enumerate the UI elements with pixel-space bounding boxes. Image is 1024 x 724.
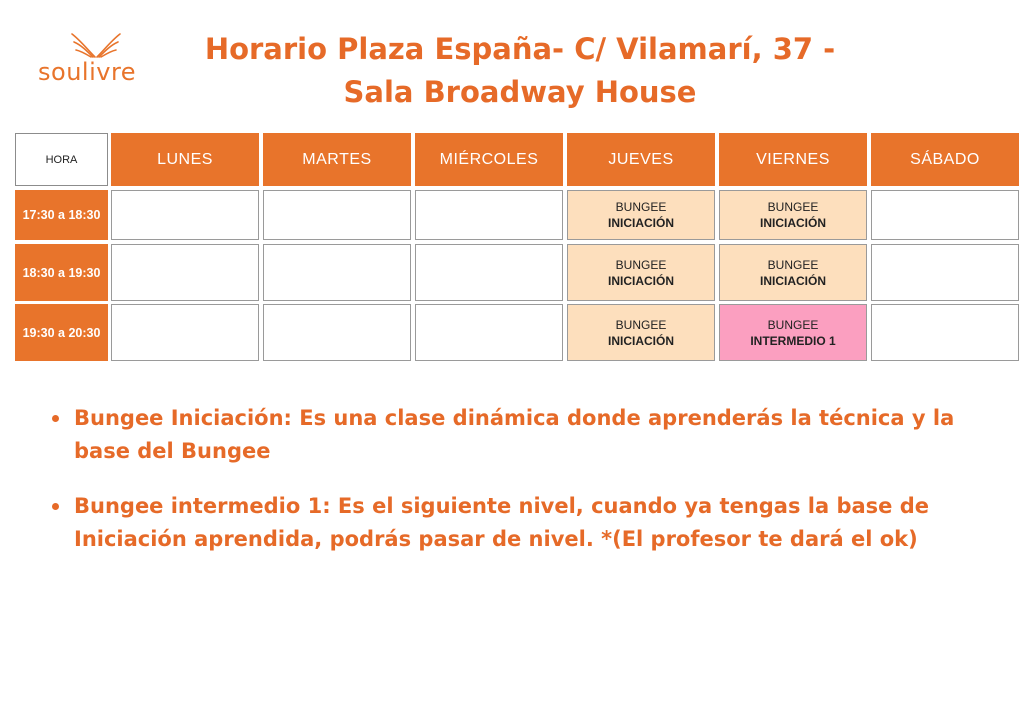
note-iniciacion <box>50 402 980 468</box>
page-title <box>160 28 880 114</box>
empty-slot <box>871 304 1019 361</box>
day-header <box>263 133 411 186</box>
class-level: INICIACIÓN <box>760 216 826 230</box>
day-label: SÁBADO <box>910 150 980 168</box>
day-label: MARTES <box>302 150 372 168</box>
note-text: Bungee intermedio 1: Es el siguiente nivel, cuando ya tengas la base de Iniciación aprendida, podrás pasar de nivel. *(El profesor te dará el ok) <box>74 494 929 551</box>
empty-slot <box>263 190 411 240</box>
class-slot <box>567 190 715 240</box>
bullet-icon <box>52 503 59 510</box>
class-slot <box>567 244 715 301</box>
class-level: INICIACIÓN <box>608 216 674 230</box>
class-name: BUNGEE <box>615 200 667 214</box>
empty-slot <box>111 304 259 361</box>
brand-logo <box>38 30 158 90</box>
day-header <box>719 133 867 186</box>
hora-label: HORA <box>45 153 78 166</box>
empty-slot <box>415 244 563 301</box>
day-header <box>111 133 259 186</box>
time-label: 17:30 a 18:30 <box>22 208 101 222</box>
bullet-icon <box>52 415 59 422</box>
class-name: BUNGEE <box>767 257 819 272</box>
class-slot <box>719 304 867 361</box>
note-intermedio <box>50 490 980 556</box>
class-name: BUNGEE <box>767 317 819 332</box>
day-label: LUNES <box>157 150 213 168</box>
class-name: BUNGEE <box>767 200 819 214</box>
day-header <box>567 133 715 186</box>
time-slot <box>15 244 108 301</box>
class-notes <box>50 402 980 578</box>
empty-slot <box>415 190 563 240</box>
title-line-1: Horario Plaza España- C/ Vilamarí, 37 - <box>204 32 836 66</box>
class-level: INICIACIÓN <box>760 273 826 288</box>
day-header <box>415 133 563 186</box>
empty-slot <box>111 190 259 240</box>
class-slot <box>567 304 715 361</box>
empty-slot <box>111 244 259 301</box>
class-name: BUNGEE <box>615 317 667 332</box>
class-level: INTERMEDIO 1 <box>750 333 836 348</box>
empty-slot <box>263 244 411 301</box>
class-name: BUNGEE <box>615 257 667 272</box>
time-label: 19:30 a 20:30 <box>22 325 101 340</box>
empty-slot <box>871 190 1019 240</box>
empty-slot <box>871 244 1019 301</box>
class-slot <box>719 244 867 301</box>
day-label: VIERNES <box>756 150 830 168</box>
brand-name: soulivre <box>38 58 137 86</box>
header-hora <box>15 133 108 186</box>
title-line-2: Sala Broadway House <box>343 75 697 109</box>
note-text: Bungee Iniciación: Es una clase dinámica donde aprenderás la técnica y la base del Bungee <box>74 406 955 463</box>
day-label: MIÉRCOLES <box>439 150 539 168</box>
time-slot <box>15 304 108 361</box>
empty-slot <box>263 304 411 361</box>
time-label: 18:30 a 19:30 <box>22 265 101 280</box>
class-level: INICIACIÓN <box>608 333 674 348</box>
class-slot <box>719 190 867 240</box>
wings-icon <box>66 30 126 60</box>
day-header <box>871 133 1019 186</box>
time-slot <box>15 190 108 240</box>
empty-slot <box>415 304 563 361</box>
class-level: INICIACIÓN <box>608 273 674 288</box>
day-label: JUEVES <box>608 150 674 168</box>
